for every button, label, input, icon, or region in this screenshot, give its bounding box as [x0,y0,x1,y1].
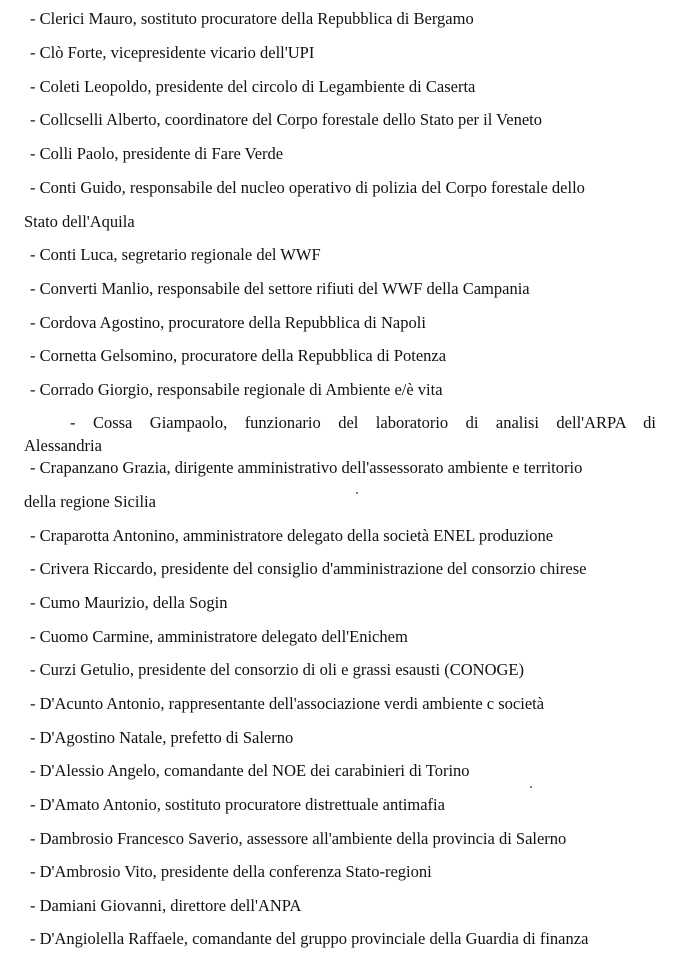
list-item-line: - Crivera Riccardo, presidente del consiglio d'amministrazione del consorzio chirese [30,559,587,578]
list-item-line: - D'Ambrosio Vito, presidente della conferenza Stato-regioni [30,862,432,881]
list-item-line: - D'Angiolella Raffaele, comandante del gruppo provinciale della Guardia di finanza [30,929,589,948]
list-item-line: - Converti Manlio, responsabile del settore rifiuti del WWF della Campania [30,279,530,298]
list-item-line: - Colli Paolo, presidente di Fare Verde [30,144,284,163]
list-item-line: - Cossa Giampaolo, funzionario del laboratorio di analisi dell'ARPA di [70,413,656,432]
list-item-line: - Coleti Leopoldo, presidente del circolo di Legambiente di Caserta [30,77,476,96]
list-item-line: - D'Agostino Natale, prefetto di Salerno [30,728,294,747]
list-item-continuation: della regione Sicilia [24,492,156,511]
list-item-line: - Craparotta Antonino, amministratore delegato della società ENEL produzione [30,526,554,545]
list-item-line: - Damiani Giovanni, direttore dell'ANPA [30,896,302,915]
list-item-continuation: Stato dell'Aquila [24,212,135,231]
list-item-line: - Cumo Maurizio, della Sogin [30,593,228,612]
list-item-line: - Conti Luca, segretario regionale del WWF [30,245,321,264]
list-item-line: - D'Alessio Angelo, comandante del NOE dei carabinieri di Torino [30,761,470,780]
list-item-line: - Cordova Agostino, procuratore della Repubblica di Napoli [30,313,426,332]
list-item-line: - D'Amato Antonio, sostituto procuratore distrettuale antimafia [30,795,445,814]
list-item-line: - Corrado Giorgio, responsabile regionale di Ambiente e/è vita [30,380,443,399]
list-item-line: - Clò Forte, vicepresidente vicario dell'UPI [30,43,315,62]
list-item-line: - Curzi Getulio, presidente del consorzio di oli e grassi esausti (CONOGE) [30,660,524,679]
list-item-line: - Crapanzano Grazia, dirigente amministrativo dell'assessorato ambiente e territorio [30,458,583,477]
list-item-line: - D'Acunto Antonio, rappresentante dell'associazione verdi ambiente c società [30,694,545,713]
list-item-line: - Dambrosio Francesco Saverio, assessore all'ambiente della provincia di Salerno [30,829,567,848]
list-item-continuation: Alessandria [24,436,102,455]
list-item-line: - Collcselli Alberto, coordinatore del Corpo forestale dello Stato per il Veneto [30,110,542,129]
list-item-line: - Cuomo Carmine, amministratore delegato dell'Enichem [30,627,408,646]
list-item-line: - Clerici Mauro, sostituto procuratore della Repubblica di Bergamo [30,9,474,28]
list-item-line: - Conti Guido, responsabile del nucleo operativo di polizia del Corpo forestale dello [30,178,585,197]
scan-speck [356,492,358,494]
scan-speck [530,786,532,788]
list-item-line: - Cornetta Gelsomino, procuratore della Repubblica di Potenza [30,346,447,365]
